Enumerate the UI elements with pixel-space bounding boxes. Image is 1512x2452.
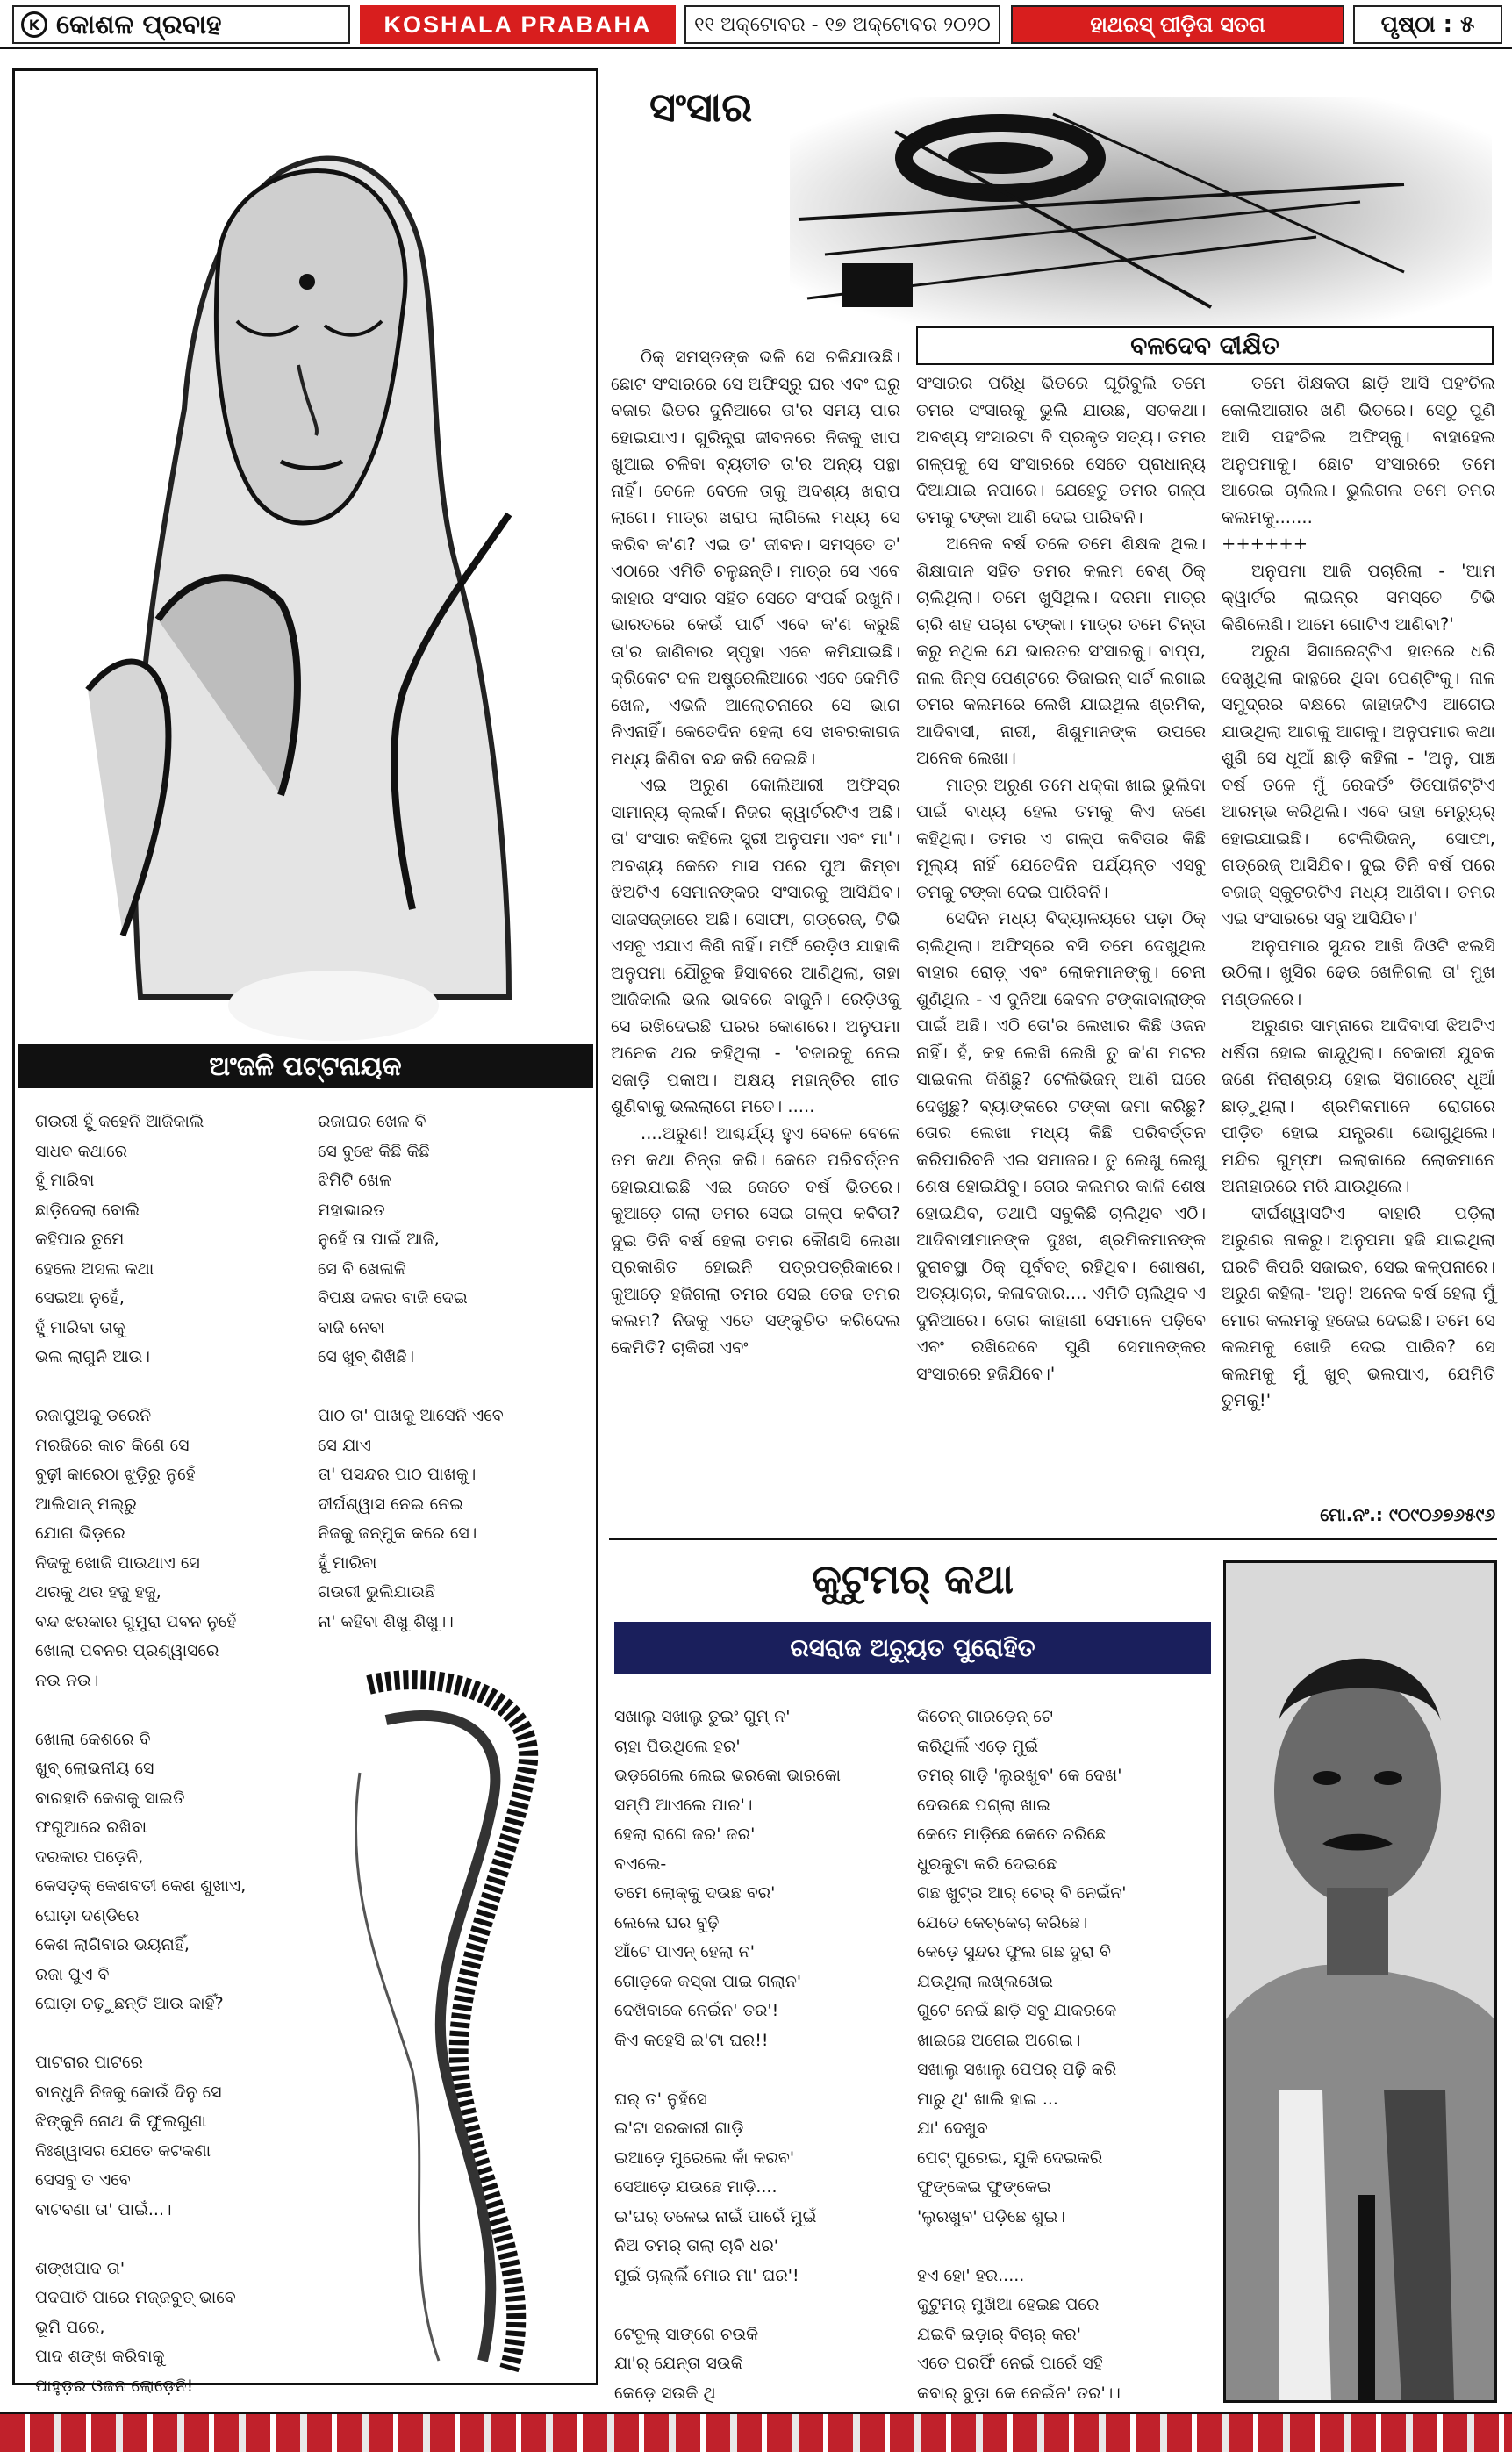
story-paragraph: ସଂସାରର ପରିଧି ଭିତରେ ଘୂରିବୁଲି ତମେ ତମର ସଂସାରକୁ ଭୁଲି ଯାଉଛ, ସତକଥା। ଅବଶ୍ୟ ସଂସାରଟା ବି ପ୍ରକୃତ ସତ୍ୟ। ତମର ଗଳ୍ପକୁ ସେ ସଂସାରରେ ସେତେ ପ୍ରାଧାନ୍ୟ ଦିଆଯାଇ ନପାରେ। ଯେହେତୁ ତମର ଗଳ୍ପ ତମକୁ ଟଙ୍କା ଆଣି ଦେଇ ପାରିବନି। <box>916 373 1206 527</box>
poem1-column-2: ରଜାଘର ଖେଳ ବି ସେ ବୁଝେ କିଛି କିଛି ଝିମିଟି ଖେଳ ମହାଭାରତ ନୁହେଁ ତା ପାଇଁ ଆଜି, ସେ ବି ଖେଳାଳି ବିପକ୍ଷ ଦଳର ବାଜି ଦେଇ ବାଜି ନେବା ସେ ଖୁବ୍ ଶିଖିଛି। ପାଠ ତା' ପାଖକୁ ଆସେନି ଏବେ ସେ ଯାଏ ତା' ପସନ୍ଦର ପାଠ ପାଖକୁ। ଦୀର୍ଘଶ୍ୱାସ ନେଇ ନେଇ ନିଜକୁ ଜନ୍ମୁକ କରେ ସେ। ହୁଁ ମାରିବା ଗଉରୀ ଭୁଲିଯାଉଛି ନା' କହିବା ଶିଖୁ ଶିଖୁ।। <box>318 1112 504 1631</box>
story-paragraph: ....ଅରୁଣ! ଆଶ୍ଚର୍ଯ୍ୟ ହୁଏ ବେଳେ ବେଳେ ତମ କଥା ଚିନ୍ତା କରି। କେତେ ପରିବର୍ତ୍ତନ ହୋଇଯାଇଛି ଏଇ କେତେ ବର୍ଷ ଭିତରେ। କୁଆଡ଼େ ଗଲା ତମର ସେଇ ଗଳ୍ପ କବିତା? ଦୁଇ ତିନି ବର୍ଷ ହେଲା ତମର କୌଣସି ଲେଖା ପ୍ରକାଶିତ ହୋଇନି ପତ୍ରପତ୍ରିକାରେ। କୁଆଡ଼େ ହଜିଗଲା ତମର ସେଇ ତେଜ ତମର କଲମ? ନିଜକୁ ଏତେ ସଙ୍କୁଚିତ କରିଦେଲ କେମିତି? ଚାକିରୀ ଏବଂ <box>611 1122 900 1358</box>
poem1-column-1: ଗଉରୀ ହୁଁ କହେନି ଆଜିକାଲି ସାଧବ କଥାରେ ହୁଁ ମାରିବା ଛାଡ଼ିଦେଲା ବୋଲି କହିପାର ତୁମେ ହେଲେ ଅସଲ କଥା ସେଇଆ ନୁହେଁ, ହୁଁ ମାରିବା ତାକୁ ଭଲ ଲାଗୁନି ଆଉ। ରଜାପୁଅକୁ ଡରେନି ମରଜିରେ କାଚ କିଣେ ସେ ବୁଢ଼ୀ କାରେଠା ଝୁଡ଼ିରୁ ନୁହେଁ ଆଲିସାନ୍ ମଲ୍ରୁ ଯୋଗ ଭିଡ଼ରେ ନିଜକୁ ଖୋଜି ପାଉଥାଏ ସେ ଥରକୁ ଥର ହଜୁ ହଜୁ, ବନ୍ଦ ଝରକାର ଗୁମୁରା ପବନ ନୁହେଁ ଖୋଲା ପବନର ପ୍ରଶ୍ୱାସରେ ନଉ ନଉ। ଖୋଲା କେଶରେ ବି ଖୁବ୍ ଲୋଭନୀୟ ସେ ବାରହାତି କେଶକୁ ସାଇତି ଫଗୁଆରେ ରଖିବା ଦରକାର ପଡ଼େନି, କେସଡ଼କ୍ କେଶବତୀ କେଶ ଶୁଖାଏ, ଘୋଡ଼ା ଦଣ୍ଡିରେ କେଶ ଲାଗିବାର ଭୟନାହିଁ, ରଜା ପୁଏ ବି ଘୋଡ଼ା ଚଢ଼ୁଛନ୍ତି ଆଉ କାହିଁ? ପାଟରାର ପାଟରେ ବାନ୍ଧୁନି ନିଜକୁ କୋଉଁ ଦିନୁ ସେ ଝିଙ୍କୁନି ନୋଥ କି ଫୁଲଗୁଣା ନିଃଶ୍ୱାସର ଯେତେ କଟକଣା ସେସବୁ ତ ଏବେ ବାଟବଣା ତା' ପାଇଁ...। ଶଙ୍ଖପାଦ ତା' ପଦପାତି ପାରେ ମଜ୍ଜବୁତ୍ ଭାବେ ଭୂମି ପରେ, ପାଦ ଶଙ୍ଖ କରିବାକୁ ପାହୁଡ଼ର ଓଜନ ଲୋଡ଼େନି! <box>35 1112 247 2396</box>
story-paragraph: ଠିକ୍ ସମସ୍ତଙ୍କ ଭଳି ସେ ଚଳିଯାଉଛି। ଛୋଟ ସଂସାରରେ ସେ ଅଫିସ୍ରୁ ଘର ଏବଂ ଘରୁ ବଜାର ଭିତର ଦୁନିଆରେ ତା'ର ସମୟ ପାର ହୋଇଯାଏ। ଗୁରିନ୍ତ୍ରା ଜୀବନରେ ନିଜକୁ ଖାପ ଖୁଆଇ ଚଳିବା ବ୍ୟତୀତ ତା'ର ଅନ୍ୟ ପନ୍ଥା ନାହିଁ। ବେଳେ ବେଳେ ତାକୁ ଅବଶ୍ୟ ଖରାପ ଲାଗେ। ମାତ୍ର ଖରାପ ଲାଗିଲେ ମଧ୍ୟ ସେ କରିବ କ'ଣ? ଏଇ ତ' ଜୀବନ। ସମସ୍ତେ ତ' ଏଠାରେ ଏମିତି ଚଳୁଛନ୍ତି। ମାତ୍ର ସେ ଏବେ କାହାର ସଂସାର ସହିତ ସେତେ ସଂପର୍କ ରଖୁନି। ଭାରତରେ କେଉଁ ପାର୍ଟି ଏବେ କ'ଣ କରୁଛି ତା'ର ଜାଣିବାର ସ୍ପୃହା ଏବେ କମିଯାଇଛି। କ୍ରିକେଟ ଦଳ ଅଷ୍ଟ୍ରେଲିଆରେ ଏବେ କେମିତି ଖେଳ, ଏଭଳି ଆଲୋଚନାରେ ସେ ଭାଗ ନିଏନାହିଁ। କେତେଦିନ ହେଲା ସେ ଖବରକାଗଜ ମଧ୍ୟ କିଣିବା ବନ୍ଦ କରି ଦେଇଛି। <box>611 347 900 769</box>
story-author: ବଳଦେବ ଦୀକ୍ଷିତ <box>916 326 1494 365</box>
logo-emblem-icon: K <box>21 11 47 38</box>
poem1-author: ଅଂଜଳି ପଟ୍ଟନାୟକ <box>18 1044 593 1088</box>
decorative-footer-border <box>0 2412 1512 2452</box>
story-paragraph: ଅନୁପମାର ସୁନ୍ଦର ଆଖି ଦିଓଟି ଝଲସି ଉଠିଲା। ଖୁସିର ଢେଉ ଖେଳିଗଲା ତା' ମୁଖ ମଣ୍ଡଳରେ। <box>1222 935 1495 1009</box>
poem2-title: କୁଟୁମର୍ କଥା <box>811 1555 1014 1602</box>
poem2-author: ରସରାଜ ଅଚ୍ୟୁତ ପୁରୋହିତ <box>614 1622 1211 1674</box>
english-title: KOSHALA PRABAHA <box>360 5 676 44</box>
section-divider <box>609 1538 1497 1540</box>
story-paragraph: ମାତ୍ର ଅରୁଣ ତମେ ଧକ୍କା ଖାଇ ଭୁଲିବା ପାଇଁ ବାଧ୍ୟ ହେଲ ତମକୁ କିଏ ଜଣେ କହିଥିଲା। ତମର ଏ ଗଳ୍ପ କବିତାର କିଛି ମୂଲ୍ୟ ନାହିଁ ଯେତେଦିନ ପର୍ଯ୍ୟନ୍ତ ଏସବୁ ତମକୁ ଟଙ୍କା ଦେଇ ପାରିବନି। <box>916 774 1207 902</box>
section-title: ହାଥରସ୍ ପୀଡ଼ିତା ସତଗ <box>1011 5 1344 44</box>
page-number: ପୃଷ୍ଠା : ୫ <box>1353 5 1502 44</box>
story-paragraph: ଦୀର୍ଘଶ୍ୱାସଟିଏ ବାହାରି ପଡ଼ିଲା ଅରୁଣର ନାକରୁ। ଅନୁପମା ହଜି ଯାଇଥିଲା ଘରଟି କିପରି ସଜାଇବ, ସେଇ କଳ୍ପନାରେ। ଅରୁଣ କହିଲା- 'ଅନୁ! ଅନେକ ବର୍ଷ ହେଲା ମୁଁ ମୋର କଲମକୁ ହଜେଇ ଦେଇଛି। ତମେ ସେ କଲମକୁ ଖୋଜି ଦେଇ ପାରିବ? ସେ କଲମକୁ ମୁଁ ଖୁବ୍ ଭଲପାଏ, ଯେମିତି ତୁମକୁ!' <box>1222 1202 1495 1410</box>
story-paragraph: ତମେ ଶିକ୍ଷକତା ଛାଡ଼ି ଆସି ପହଂଚିଲ କୋଲିଆରୀର ଖଣି ଭିତରେ। ସେଠୁ ପୁଣି ଆସି ପହଂଚିଲ ଅଫିସ୍କୁ। ବାହାହେଲ ଅନୁପମାକୁ। ଛୋଟ ସଂସାରରେ ତମେ ଆରେଇ ଚାଲିଲ। ଭୁଲିଗଲ ତମେ ତମର କଲମକୁ....... <box>1222 373 1495 527</box>
author-photo <box>1223 1560 1497 2403</box>
issue-date: ୧୧ ଅକ୍ଟୋବର - ୧୭ ଅକ୍ଟୋବର ୨୦୨୦ <box>684 5 1000 44</box>
logo-odia-text: କୋଶଳ ପ୍ରବାହ <box>56 9 222 40</box>
author-mobile: ମୋ.ନଂ.: ୯୦୯୦୬୭୬୫୯୬ <box>1320 1504 1495 1525</box>
story-separator: ++++++ <box>1222 534 1308 554</box>
woman-illustration <box>18 75 593 1041</box>
story-paragraph: ସେଦିନ ମଧ୍ୟ ବିଦ୍ୟାଳୟରେ ପଢ଼ା ଠିକ୍ ଚାଲିଥିଲା। ଅଫିସ୍ରେ ବସି ତମେ ଦେଖୁଥିଲ ବାହାର ରୋଡ଼୍ ଏବଂ ଲୋକମାନଙ୍କୁ। ଚେନା ଶୁଣିଥିଲ - ଏ ଦୁନିଆ କେବଳ ଟଙ୍କାବାଲାଙ୍କ ପାଇଁ ଅଛି। ଏଠି ତୋ'ର ଲେଖାର କିଛି ଓଜନ ନାହିଁ। ହଁ, କହ ଲେଖି ଲେଖି ତୁ କ'ଣ ମଟର ସାଇକଲ କିଣିଛୁ? ଟେଲିଭିଜନ୍ ଆଣି ଘରେ ଦେଖୁଛୁ? ବ୍ୟାଙ୍କରେ ଟଙ୍କା ଜମା କରିଛୁ? ତୋର ଲେଖା ମଧ୍ୟ କିଛି ପରିବର୍ତ୍ତନ କରିପାରିବନି ଏଇ ସମାଜର। ତୁ ଲେଖୁ ଲେଖୁ ଶେଷ ହୋଇଯିବୁ। ତୋର କଲମର କାଳି ଶେଷ ହୋଇଯିବ, ତଥାପି ସବୁକିଛି ଚାଲିଥିବ ଏଠି। ଆଦିବାସୀମାନଙ୍କ ଦୁଃଖ, ଶ୍ରମିକମାନଙ୍କ ଦୁରାବସ୍ଥା ଠିକ୍ ପୂର୍ବବତ୍ ରହିଥିବ। ଶୋଷଣ, ଅତ୍ୟାଚାର, କଳାବଜାର.... ଏମିତି ଚାଲିଥିବ ଏ ଦୁନିଆରେ। ତୋର କାହାଣୀ ସେମାନେ ପଢ଼ିବେ ଏବଂ ରଖିଦେବେ ପୁଣି ସେମାନଙ୍କର ସଂସାରରେ ହଜିଯିବେ।' <box>916 908 1206 1384</box>
story-paragraph: ଅନୁପମା ଆଜି ପଚାରିଲା - 'ଆମ କ୍ୱାର୍ଟର ଲାଇନ୍ର ସମସ୍ତେ ଟିଭି କିଣିଲେଣି। ଆମେ ଗୋଟିଏ ଆଣିବା?' <box>1222 560 1495 635</box>
story-column-3 <box>1222 370 1495 1502</box>
poem2-column-2: କିଚେନ୍ ଗାରଡ଼େନ୍ ଟେ କରିଥିଲିଁ ଏଡ଼େ ମୁଇଁ ତମର୍ ଗାଡ଼ି 'ଲୁରଖୁବ' କେ ଦେଖ' ଦେଉଛେ ପଗ୍ଲା ଖାଇ କେତେ ମାଡ଼ିଛେ କେତେ ଚରିଛେ ଧୁରକୁଟା କରି ଦେଇଛେ ଗଛ ଖୁଟ୍ର ଆର୍ ଚେର୍ ବି ନେଇଁନ' ଯେତେ କେଚ୍କେଚା କରିଛେ। କେଡ଼େ ସୁନ୍ଦର ଫୁଲ ଗଛ ଦୁରା ବି ଯଉଥିଲା ଲଖ୍ଲଖେଇ ଗୁଟେ ନେଇଁ ଛାଡ଼ି ସବୁ ଯାକରକେ ଖାଇଛେ ଅଗେଇ ଅଗେଇ। ସଖାଲୁ ସଖାଲୁ ପେପର୍ ପଢ଼ି କରି ମାରୁ ଥି' ଖାଲି ହାଇ ... ଯା' ଦେଖୁବ ପେଟ୍ ପୁରେଇ, ଯୁକି ଦେଇକରି ଫୁଙ୍କେଇ ଫୁଙ୍କେଇ 'ଲୁରଖୁବ' ପଡ଼ିଛେ ଶୁଇ। ହଏ ହୋ' ହର..... କୁଟୁମର୍ ମୁଖିଆ ହେଇଛ ପରେ ଯଇବି ଇଡ଼ାର୍ ବିଚାର୍ କର' ଏତେ ପରଫିଁ ନେଇଁ ପାରେଁ ସହି କବାର୍ ବୁଡ଼ା କେ ନେଇଁନ' ତର'।। <box>917 1707 1127 2403</box>
story-paragraph: ଅରୁଣ ସିଗାରେଟ୍ଟିଏ ହାତରେ ଧରି ଦେଖୁଥିଲା କାନ୍ଥରେ ଥିବା ପେଣ୍ଟିଂକୁ। ନାଳ ସମୁଦ୍ରର ବକ୍ଷରେ ଜାହାଜଟିଏ ଆଗେଇ ଯାଉଥିଲା ଆଗକୁ ଆଗକୁ। ଅନୁପମାର କଥା ଶୁଣି ସେ ଧୂଆଁ ଛାଡ଼ି କହିଲା - 'ଅନୁ, ପାଞ୍ଚ ବର୍ଷ ତଳେ ମୁଁ ରେକର୍ଡିଂ ଡିପୋଜିଟ୍ଟିଏ ଆରମ୍ଭ କରିଥିଲି। ଏବେ ତାହା ମେଚ୍ୟୁର୍ ହୋଇଯାଇଛି। ଟେଲିଭିଜନ୍, ସୋଫା, ଗଡ୍ରେଜ୍ ଆସିଯିବ। ଦୁଇ ତିନି ବର୍ଷ ପରେ ବଜାଜ୍ ସ୍କୁଟରଟିଏ ମଧ୍ୟ ଆଣିବା। ତମର ଏଇ ସଂସାରରେ ସବୁ ଆସିଯିବ।' <box>1222 641 1495 928</box>
masthead <box>0 0 1512 49</box>
newspaper-logo <box>12 5 350 44</box>
story-title: ସଂସାର <box>649 83 753 131</box>
story-illustration <box>790 97 1492 325</box>
story-paragraph: ଅନେକ ବର୍ଷ ତଳେ ତମେ ଶିକ୍ଷକ ଥିଲ। ଶିକ୍ଷାଦାନ ସହିତ ତମର କଲମ ବେଶ୍ ଠିକ୍ ଚାଲିଥିଲା। ତମେ ଖୁସିଥିଲ। ଦରମା ମାତ୍ର ଚାରି ଶହ ପଚାଶ ଟଙ୍କା। ମାତ୍ର ତମେ ଚିନ୍ତା କରୁ ନଥିଲ ଯେ ଭାରତର ସଂସାରକୁ। ବାପ୍ପ, ନାଲ ଜିନ୍ସ ପେଣ୍ଟରେ ଡିଜାଇନ୍ ସାର୍ଟ ଲଗାଇ ତମର କଲମରେ ଲେଖି ଯାଇଥିଲ ଶ୍ରମିକ, ଆଦିବାସୀ, ନାରୀ, ଶିଶୁମାନଙ୍କ ଉପରେ ଅନେକ ଲେଖା। <box>916 534 1206 768</box>
story-column-2 <box>916 370 1206 1533</box>
story-paragraph: ଏଇ ଅରୁଣ କୋଲିଆରୀ ଅଫିସ୍ର ସାମାନ୍ୟ କ୍ଲର୍କ। ନିଜର କ୍ୱାର୍ଟରଟିଏ ଅଛି। ତା' ସଂସାର କହିଲେ ସ୍ତ୍ରୀ ଅନୁପମା ଏବଂ ମା'। ଅବଶ୍ୟ କେତେ ମାସ ପରେ ପୁଅ କିମ୍ବା ଝିଅଟିଏ ସେମାନଙ୍କର ସଂସାରକୁ ଆସିଯିବ। ସାଜସଜ୍ଜାରେ ଅଛି। ସୋଫା, ଗଡ୍ରେଜ୍, ଟିଭି ଏସବୁ ଏଯାଏ କିଣି ନାହିଁ। ମର୍ଫି ରେଡ଼ିଓ ଯାହାକି ଅନୁପମା ଯୌତୁକ ହିସାବରେ ଆଣିଥିଲା, ତାହା ଆଜିକାଲି ଭଲ ଭାବରେ ବାଜୁନି। ରେଡ଼ିଓକୁ ସେ ରଖିଦେଇଛି ଘରର କୋଣରେ। ଅନୁପମା ଅନେକ ଥର କହିଥିଲା - 'ବଜାରକୁ ନେଇ ସଜାଡ଼ି ପକାଅ। ଅକ୍ଷୟ ମହାନ୍ତିର ଗୀତ ଶୁଣିବାକୁ ଭଲଲାଗେ ମତେ। ..... <box>611 775 900 1116</box>
poem2-column-1: ସଖାଲୁ ସଖାଲୁ ତୁଇଂ ଗୁମ୍ ନ' ଚାହା ପିଉଥିଲେ ହର' ଭଡ଼ଗେଲେ ଲେଇ ଭରକୋ ଭାରକୋ ସମ୍ପି ଆଏଲେ ପାର'। ହେଲା ରାଗେ ଜର' ଜର' ବଏଲେ- ତମେ ଲୋକ୍କୁ ଦଉଛ ବର' ଲେଲେ ଘର ବୁଢ଼ି ଆଁଟେ ପାଏନ୍ ହେଲା ନ' ଗୋଡ଼କେ କସ୍କା ପାଇ ଗଲାନ' ଦେଖିବାକେ ନେଇଁନ' ତର'! କିଏ କହେସି ଇ'ଟା ଘର!! ଘର୍ ତ' ନୁହଁସେ ଇ'ଟା ସରକାରୀ ଗାଡ଼ି ଇଆଡ଼େ ମୁରେଲେ କାଁ କରବ' ସେଆଡ଼େ ଯଉଛେ ମାଡ଼ି.... ଇ'ଘର୍ ତଳେଇ ନାଇଁ ପାରେଁ ମୁଇଁ ନିଅ ତମର୍ ତାଲା ଚାବି ଧର' ମୁଇଁ ଚାଲ୍ଲିଁ ମୋର ମା' ଘର'! ଟେବୁଲ୍ ସାଙ୍ଗେ ଚଉକି ଯା'ର୍ ଯେନ୍ତା ସଉକି କେଡ଼େ ସଉକି ଥି <box>614 1707 841 2403</box>
story-paragraph: ଅରୁଣର ସାମ୍ନାରେ ଆଦିବାସୀ ଝିଅଟିଏ ଧର୍ଷିତା ହୋଇ କାନ୍ଦୁଥିଲା। ବେକାରୀ ଯୁବକ ଜଣେ ନିରାଶ୍ରୟ ହୋଇ ସିଗାରେଟ୍ ଧୂଆଁ ଛାଡ଼ୁଥିଲା। ଶ୍ରମିକମାନେ ରୋଗରେ ପୀଡ଼ିତ ହୋଇ ଯନ୍ତ୍ରଣା ଭୋଗୁଥିଲେ। ମନ୍ଦିର ଗୁମ୍ଫା ଇଲାକାରେ ଲୋକମାନେ ଅନାହାରରେ ମରି ଯାଉଥିଲେ। <box>1222 1015 1495 1196</box>
figure-sketch <box>333 1667 579 2387</box>
story-column-1 <box>611 344 900 1533</box>
